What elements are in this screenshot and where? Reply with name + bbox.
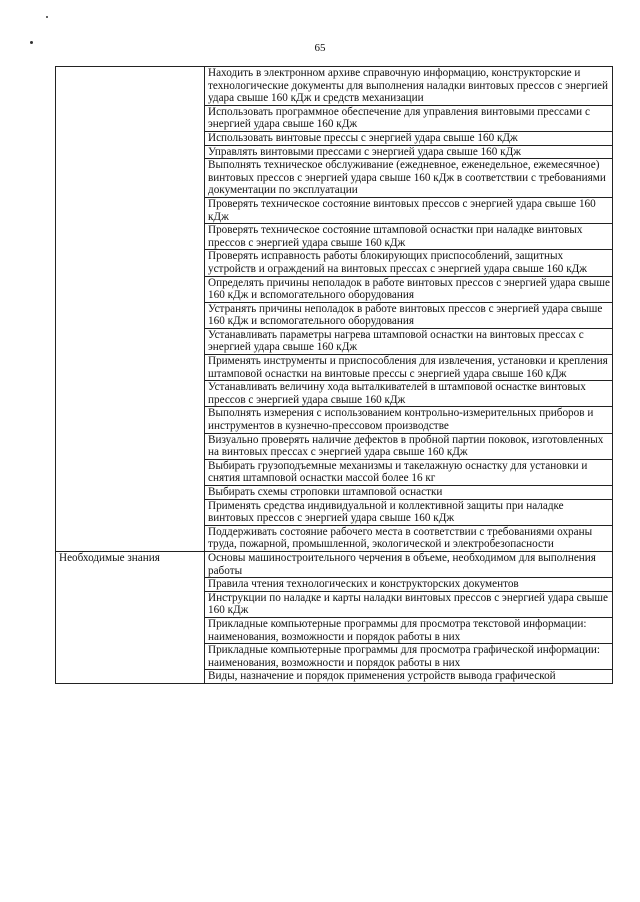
requirement-cell: Виды, назначение и порядок применения устройств вывода графической bbox=[205, 670, 613, 684]
requirement-cell: Поддерживать состояние рабочего места в соответствии с требованиями охраны труда, пожарной, промышленной, экологической и электробезопасности bbox=[205, 525, 613, 551]
requirements-table-body bbox=[56, 67, 613, 684]
table-row bbox=[56, 551, 613, 577]
requirement-cell: Использовать программное обеспечение для управления винтовыми прессами с энергией удара свыше 160 кДж bbox=[205, 105, 613, 131]
page-number: 65 bbox=[314, 42, 326, 54]
requirement-cell: Находить в электронном архиве справочную информацию, конструкторские и технологические документы для выполнения наладки винтовых прессов с энергией удара свыше 160 кДж и средств механизации bbox=[205, 67, 613, 106]
group-label-cell bbox=[56, 67, 205, 552]
requirement-cell: Проверять исправность работы блокирующих приспособлений, защитных устройств и ограждений на винтовых прессах с энергией удара свыше 160 кДж bbox=[205, 250, 613, 276]
requirement-cell: Прикладные компьютерные программы для просмотра текстовой информации: наименования, возможности и порядок работы в них bbox=[205, 617, 613, 643]
group-label-cell: Необходимые знания bbox=[56, 551, 205, 683]
requirement-cell: Прикладные компьютерные программы для просмотра графической информации: наименования, возможности и порядок работы в них bbox=[205, 644, 613, 670]
requirement-cell: Инструкции по наладке и карты наладки винтовых прессов с энергией удара свыше 160 кДж bbox=[205, 591, 613, 617]
requirement-cell: Выбирать грузоподъемные механизмы и такелажную оснастку для установки и снятия штамповой оснастки массой более 16 кг bbox=[205, 459, 613, 485]
requirement-cell: Устанавливать параметры нагрева штамповой оснастки на винтовых прессах с энергией удара свыше 160 кДж bbox=[205, 328, 613, 354]
requirement-cell: Устранять причины неполадок в работе винтовых прессов с энергией удара свыше 160 кДж и вспомогательного оборудования bbox=[205, 302, 613, 328]
requirement-cell: Применять инструменты и приспособления для извлечения, установки и крепления штамповой оснастки на винтовые прессы с энергией удара свыше 160 кДж bbox=[205, 355, 613, 381]
requirement-cell: Проверять техническое состояние штамповой оснастки при наладке винтовых прессов с энергией удара свыше 160 кДж bbox=[205, 224, 613, 250]
requirement-cell: Выбирать схемы строповки штамповой оснастки bbox=[205, 486, 613, 500]
requirement-cell: Применять средства индивидуальной и коллективной защиты при наладке винтовых прессов с энергией удара свыше 160 кДж bbox=[205, 499, 613, 525]
scan-speck bbox=[46, 16, 48, 18]
requirement-cell: Основы машиностроительного черчения в объеме, необходимом для выполнения работы bbox=[205, 551, 613, 577]
requirement-cell: Устанавливать величину хода выталкивателей в штамповой оснастке винтовых прессов с энергией удара свыше 160 кДж bbox=[205, 381, 613, 407]
requirement-cell: Управлять винтовыми прессами с энергией удара свыше 160 кДж bbox=[205, 145, 613, 159]
requirement-cell: Использовать винтовые прессы с энергией удара свыше 160 кДж bbox=[205, 131, 613, 145]
table-row bbox=[56, 67, 613, 106]
requirement-cell: Выполнять техническое обслуживание (ежедневное, еженедельное, ежемесячное) винтовых прессов с энергией удара свыше 160 кДж в соответствии с требованиями документации по эксплуатации bbox=[205, 159, 613, 198]
requirement-cell: Проверять техническое состояние винтовых прессов с энергией удара свыше 160 кДж bbox=[205, 197, 613, 223]
requirement-cell: Определять причины неполадок в работе винтовых прессов с энергией удара свыше 160 кДж и вспомогательного оборудования bbox=[205, 276, 613, 302]
requirement-cell: Визуально проверять наличие дефектов в пробной партии поковок, изготовленных на винтовых прессах с энергией удара свыше 160 кДж bbox=[205, 433, 613, 459]
requirement-cell: Правила чтения технологических и конструкторских документов bbox=[205, 578, 613, 592]
requirement-cell: Выполнять измерения с использованием контрольно-измерительных приборов и инструментов в кузнечно-прессовом производстве bbox=[205, 407, 613, 433]
requirements-table bbox=[55, 66, 613, 684]
